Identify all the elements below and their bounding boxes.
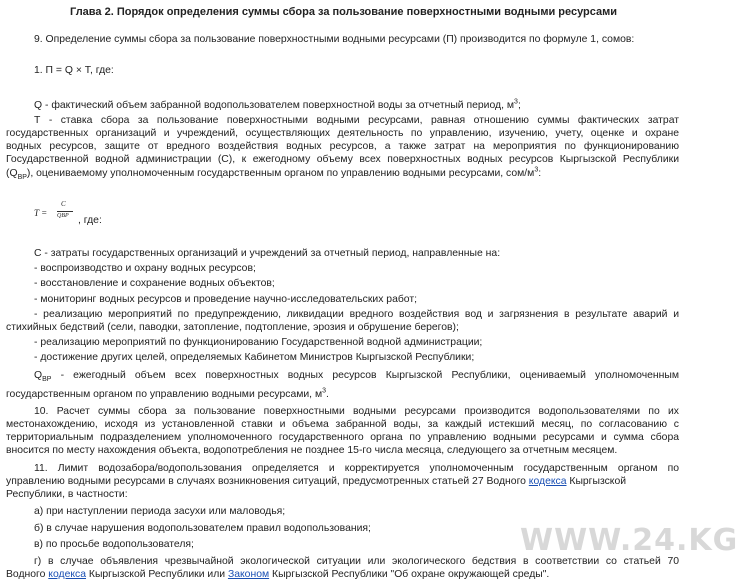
paragraph-10-line-1: 10. Расчет суммы сбора за пользование поверхностными водными ресурсами производится водопользователями по их [34, 406, 679, 417]
q-definition-unit-exponent: 3 [514, 98, 518, 106]
t-definition-qvr-symbol: Q [9, 168, 18, 179]
qvr-definition-line-1 [34, 369, 679, 382]
paragraph-11-line-2 [6, 475, 626, 488]
c-definition: С - затраты государственных организаций и учреждений за отчетный период, направленные на: [34, 248, 501, 259]
qvr-definition-line-2-text: государственным органом по управлению водными ресурсами, м [6, 389, 323, 400]
paragraph-11-line-2-text: управлению водными ресурсами в случаях возникновения ситуаций, предусмотренных статьей 27 Водного [6, 476, 529, 487]
p11-item-g-line-2 [6, 568, 549, 581]
chapter-title: Глава 2. Порядок определения суммы сбора за пользование поверхностными водными ресурсами [70, 6, 618, 18]
paragraph-10-line-2: местонахождению, исходя из установленной ставки и объема забранной воды, за каждый истекший месяц, по согласованию с [6, 419, 679, 430]
formula-2-numerator: C [61, 200, 66, 208]
formula-2-where: , где: [78, 215, 102, 226]
formula-1: 1. П = Q × Т, где: [34, 65, 114, 76]
p11-item-v: в) по просьбе водопользователя; [34, 539, 194, 550]
c-item-4-continued: стихийных бедствий (сели, паводки, затопление, подтопление, эрозия и обрушение берегов); [6, 322, 459, 333]
formula-2-denominator: QВР [57, 213, 69, 219]
site-watermark: WWW.24.KG [520, 523, 738, 558]
qvr-definition-symbol: Q [34, 370, 43, 381]
paragraph-9-intro: 9. Определение суммы сбора за пользование поверхностными водными ресурсами (П) производится по формуле 1, сомов: [34, 34, 635, 45]
c-item-3: - мониторинг водных ресурсов и проведение научно-исследовательских работ; [34, 294, 417, 305]
c-item-1: - воспроизводство и охрану водных ресурсов; [34, 263, 256, 274]
q-definition [34, 99, 521, 112]
c-item-6: - достижение других целей, определяемых Кабинетом Министров Кыргызской Республики; [34, 352, 475, 363]
q-definition-text: Q - фактический объем забранной водопользователем поверхностной воды за отчетный период, м [34, 100, 515, 111]
formula-2-lhs: T = [34, 208, 48, 218]
c-item-4: - реализацию мероприятий по предупреждению, ликвидации вредного воздействия вод и загрязнения в результате аварий и [34, 309, 679, 320]
p11-item-b: б) в случае нарушения водопользователем правил водопользования; [34, 523, 371, 534]
p11-item-g-text: Водного [6, 569, 49, 580]
p11-item-g-text-2: Кыргызской Республики или [86, 569, 228, 580]
t-definition-line-3: водных ресурсов, защите от вредного воздействия водных ресурсов, а также затрат на мероприятия по функционированию [6, 141, 679, 152]
water-code-link-2[interactable]: кодекса [48, 569, 86, 580]
paragraph-10-line-3: территориальным подразделением уполномоченного государственного органа по управлению водными ресурсами и сумма сбора [6, 432, 679, 443]
qvr-definition-unit-exponent: 3 [322, 387, 326, 395]
paragraph-10-line-4: вносится по месту нахождения объекта, водопотребления не позднее 15-го числа месяца, следующего за отчетным месяцем. [6, 445, 618, 456]
p11-item-g-text-3: Кыргызской Республики "Об охране окружающей среды". [269, 569, 550, 580]
t-definition-line-4: Государственной водной администрации (С), к ежегодному объему всех поверхностных водных ресурсов Кыргызской Республики [6, 154, 679, 165]
t-definition-last-end: : [538, 168, 542, 179]
t-definition-unit-exponent: 3 [534, 166, 539, 174]
q-definition-end: ; [517, 100, 521, 111]
p11-item-a: а) при наступлении периода засухи или маловодья; [34, 506, 286, 517]
t-definition-line-1: Т - ставка сбора за пользование поверхностными водными ресурсами, равная отношению суммы фактических затрат [34, 115, 679, 126]
t-definition-qvr-subscript: ВР [17, 174, 27, 182]
qvr-definition-line-2 [6, 388, 329, 401]
paragraph-11-line-1: 11. Лимит водозабора/водопользования определяется и корректируется уполномоченным государственным органом по [34, 463, 679, 474]
paragraph-11-line-2-end: Кыргызской [566, 476, 627, 487]
qvr-definition-line-2-end: . [326, 389, 329, 400]
c-item-5: - реализацию мероприятий по функционированию Государственной водной администрации; [34, 337, 483, 348]
t-definition-line-2: государственных организаций и учреждений, осуществляющих деятельность по управлению, изучению, учету, оценке и охране [6, 128, 679, 139]
paragraph-11-line-3: Республики, в частности: [6, 489, 128, 500]
t-definition-line-5: $(Q_{ВР})$, оцениваемому уполномоченным государственным органом по управлению водными ресурсами, сом/$м^3$: [6, 166, 542, 182]
p11-item-g-line-1: г) в случае объявления чрезвычайной экологической ситуации или экологического бедствия в соответствии со статьей 70 [34, 556, 679, 567]
c-item-2: - восстановление и сохранение водных объектов; [34, 278, 275, 289]
t-definition-last-text: ), оцениваемому уполномоченным государственным органом по управлению водными ресурсами, сом/м [26, 168, 535, 179]
law-link[interactable]: Законом [227, 569, 270, 580]
qvr-definition-text: - ежегодный объем всех поверхностных водных ресурсов Кыргызской Республики, оцениваемый уполномоченным [51, 370, 679, 381]
water-code-link[interactable]: кодекса [528, 476, 567, 487]
qvr-definition-subscript: ВР [42, 376, 52, 384]
